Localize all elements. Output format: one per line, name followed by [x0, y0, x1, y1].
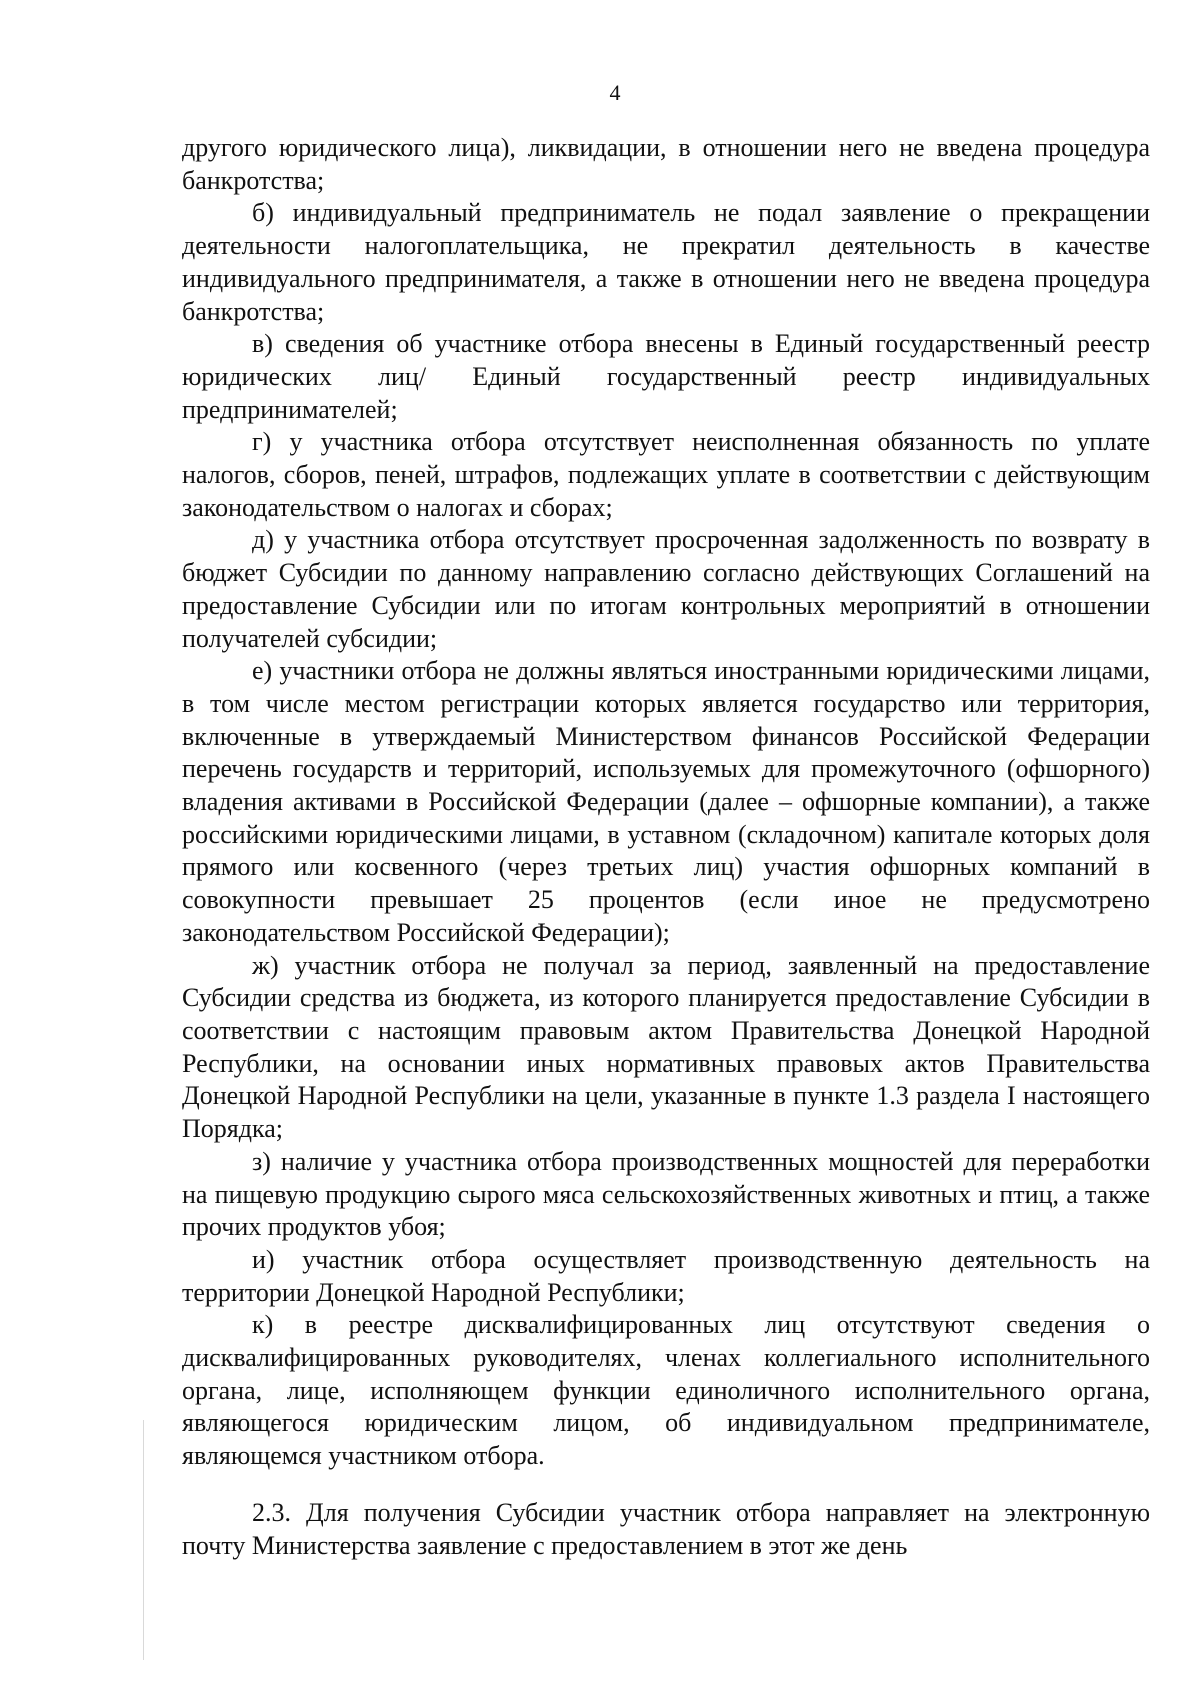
scan-margin-line — [143, 1420, 144, 1660]
paragraph-item-b: б) индивидуальный предприниматель не подал заявление о прекращении деятельности налогоплательщика, не прекратил деятельность в качестве индивидуального предпринимателя, а также в отношении него не введена процедура банкротства; — [182, 198, 1150, 326]
paragraph-item-v: в) сведения об участнике отбора внесены в Единый государственный реестр юридических лиц/ Единый государственный реестр индивидуальных предпринимателей; — [182, 329, 1150, 424]
paragraph-item-zh: ж) участник отбора не получал за период, заявленный на предоставление Субсидии средства из бюджета, из которого планируется предоставление Субсидии в соответствии с настоящим правовым актом Правительства Донецкой Народной Республики, на основании иных нормативных правовых актов Правительства Донецкой Народной Республики на цели, указанные в пункте 1.3 раздела I настоящего Порядка; — [182, 950, 1150, 1144]
page-number: 4 — [609, 80, 621, 105]
paragraph-item-k: к) в реестре дисквалифицированных лиц отсутствуют сведения о дисквалифицированных руководителях, членах коллегиального исполнительного органа, лице, исполняющем функции единоличного исполнительного органа, являющегося юридическим лицом, об индивидуальном предпринимателе, являющемся участником отбора. — [182, 1310, 1150, 1471]
document-body — [182, 132, 1150, 1562]
paragraph-item-z: з) наличие у участника отбора производственных мощностей для переработки на пищевую продукцию сырого мяса сельскохозяйственных животных и птиц, а также прочих продуктов убоя; — [182, 1146, 1150, 1242]
paragraph-item-e: е) участники отбора не должны являться иностранными юридическими лицами, в том числе местом регистрации которых является государство или территория, включенные в утверждаемый Министерством финансов Российской Федерации перечень государств и территорий, используемых для промежуточного (офшорного) владения активами в Российской Федерации (далее – офшорные компании), а также российскими юридическими лицами, в уставном (складочном) капитале которых доля прямого или косвенного (через третьих лиц) участия офшорных компаний в совокупности превышает 25 процентов (если иное не предусмотрено законодательством Российской Федерации); — [182, 656, 1150, 947]
paragraph-item-g: г) у участника отбора отсутствует неисполненная обязанность по уплате налогов, сборов, пеней, штрафов, подлежащих уплате в соответствии с действующим законодательством о налогах и сборах; — [182, 427, 1150, 522]
paragraph-section-2-3: 2.3. Для получения Субсидии участник отбора направляет на электронную почту Министерства заявление с предоставлением в этот же день — [182, 1497, 1150, 1560]
paragraph-item-i: и) участник отбора осуществляет производственную деятельность на территории Донецкой Народной Республики; — [182, 1244, 1150, 1307]
paragraph-continuation: другого юридического лица), ликвидации, в отношении него не введена процедура банкротства; — [182, 133, 1150, 195]
paragraph-item-d: д) у участника отбора отсутствует просроченная задолженность по возврату в бюджет Субсидии по данному направлению согласно действующих Соглашений на предоставление Субсидии или по итогам контрольных мероприятий в отношении получателей субсидии; — [182, 525, 1150, 653]
